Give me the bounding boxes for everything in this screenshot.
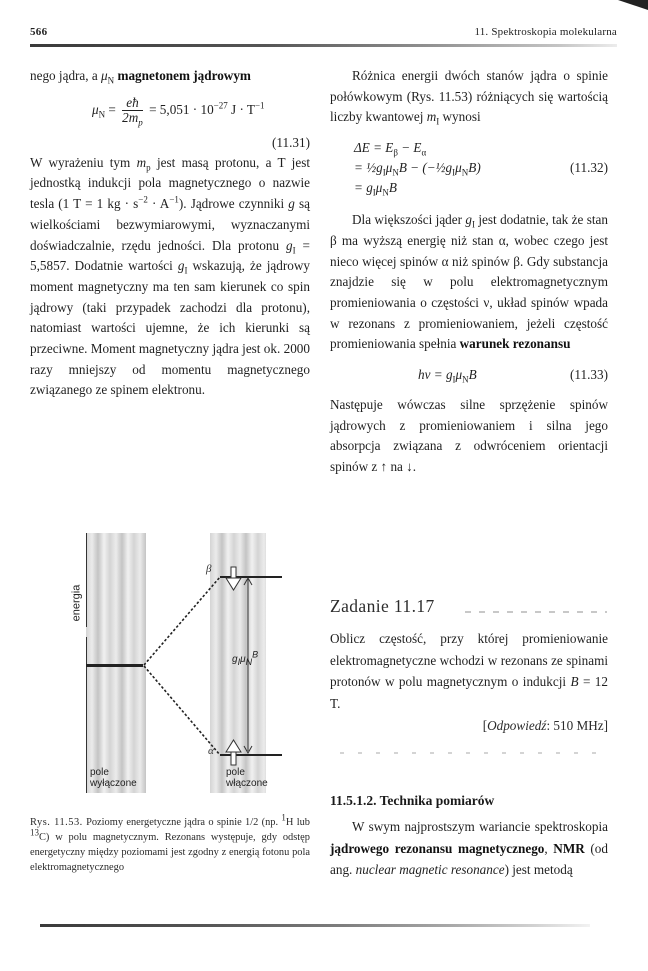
level-splitting-lines (68, 533, 300, 793)
equation-11-32: $\Delta E = E_\beta - E_\alpha$ = $\frac{1}{2}g_I\mu_NB$ − $(-\frac{1}{2}g_I\mu_NB)$ (11.32) = $g_I\mu_NB$ (354, 140, 608, 198)
paragraph-resonance-condition: Dla większości jąder $g_I$ jest dodatnie, tak że stan β ma wyższą energię niż stan α, wobec czego jest nieco więcej spinów α niż spinów β. Gdy substancja znajdzie się w polu elektromagnetycznym promieniowania o częstości ν, układ spinów wpada w rezonans z promieniowaniem, jeżeli częstość promieniowania spełnia warunek rezonansu (330, 212, 608, 352)
section-heading: 11.5.1.2. Technika pomiarów (330, 793, 495, 808)
exercise-title-rule (465, 611, 607, 613)
paragraph-magneton: nego jądra, a $\mu_N$ magnetonem jądrowym (30, 68, 251, 86)
left-column (30, 66, 310, 401)
term-nuclear-magneton: magnetonem jądrowym (114, 68, 251, 83)
paragraph-absorption: Następuje wówczas silne sprzężenie spinów jądrowych z promieniowaniem i silna jego absorpcja związana z odwróceniem orientacji spinów z ↑ na ↓. (330, 397, 608, 475)
beta-label: β (206, 563, 212, 575)
section-paragraph: W swym najprostszym wariancie spektroskopia jądrowego rezonansu magnetycznego, NMR (od ang. nuclear magnetic resonance) jest metodą (330, 819, 608, 877)
alpha-label: α (208, 745, 214, 757)
exercise-body: Oblicz częstość, przy której promieniowanie elektromagnetyczne wchodzi w rezonans ze spinami protonów w polu magnetycznym o indukcji B = 12 T. (330, 631, 608, 711)
exercise-end-rule (340, 752, 600, 754)
equation-number-11-32: (11.32) (570, 160, 608, 176)
exercise-title: Zadanie 11.17 (330, 596, 435, 616)
field-on-label: pole włączone (226, 767, 268, 789)
page-number: 566 (30, 26, 48, 38)
field-off-label: pole wyłączone (90, 767, 137, 789)
spin-down-arrow-icon (226, 567, 241, 590)
figure-caption: Rys. 11.53. Poziomy energetyczne jądra o spinie 1/2 (np. $^1$H lub $^{13}$C) w polu magnetycznym. Rezonans występuje, gdy odstęp energetyczny między poziomami jest zgodny z energią fotonu pola elektromagnetycznego (30, 812, 310, 873)
figure-reference: Rys. 11.53. (30, 817, 83, 828)
exercise-answer: [Odpowiedź: 510 MHz] (482, 718, 608, 733)
equation-11-33: $h\nu = g_I\mu_NB$ (11.33) (418, 367, 608, 385)
footer-rule (40, 924, 590, 927)
energy-gap-label: $g_I\mu_N^B$ (232, 649, 259, 667)
figure-energy-levels (68, 533, 300, 793)
fraction: $\frac{eħ}{2m_p}$ (122, 95, 143, 128)
term-nmr: NMR (553, 840, 585, 856)
equation-number-11-31: (11.31) (272, 134, 310, 150)
term-nmr-full: jądrowego rezonansu magnetycznego (330, 840, 545, 856)
header-rule (30, 44, 617, 47)
right-column (330, 66, 608, 478)
paragraph-g-factors: W wyrażeniu tym $m_p$ jest masą protonu, a T jest jednostką indukcji pola magnetycznego o nazwie tesla (1 T = 1 kg · $s^{-2} \cdot A^{-1}$). Jądrowe czynniki g są wielkościami bezwymiarowymi, wyznaczanymi doświadczalnie, rzędu jedności. Dla protonu $g_I = 5,5857$. Dodatnie wartości $g_I$ wskazują, że jądrowy moment magnetyczny ma ten sam kierunek co spin jądrowy (taki przypadek zachodzi dla protonu), natomiast wartości ujemne, że ich kierunki są przeciwne. Moment magnetyczny jądra jest ok. 2000 razy mniejszy od momentu magnetycznego związanego ze spinem elektronu. (30, 154, 310, 398)
page-corner-mark (618, 0, 648, 10)
paragraph-energy-difference: Różnica energii dwóch stanów jądra o spinie połówkowym (Rys. 11.53) różniących się wartością liczby kwantowej $m_I$ wynosi (330, 68, 608, 128)
running-header (30, 26, 617, 40)
spin-up-arrow-icon (226, 740, 241, 765)
chapter-title: 11. Spektroskopia molekularna (474, 26, 617, 38)
equation-11-31: $\mu_N$ = $\frac{eħ}{2m_p}$ = $5,051 \cdot 10^{-27}$ $J \cdot T^{-1}$ (92, 95, 265, 128)
equation-number-11-33: (11.33) (570, 367, 608, 383)
term-resonance-condition: warunek rezonansu (459, 336, 571, 352)
energy-axis-label: energia (70, 584, 83, 622)
